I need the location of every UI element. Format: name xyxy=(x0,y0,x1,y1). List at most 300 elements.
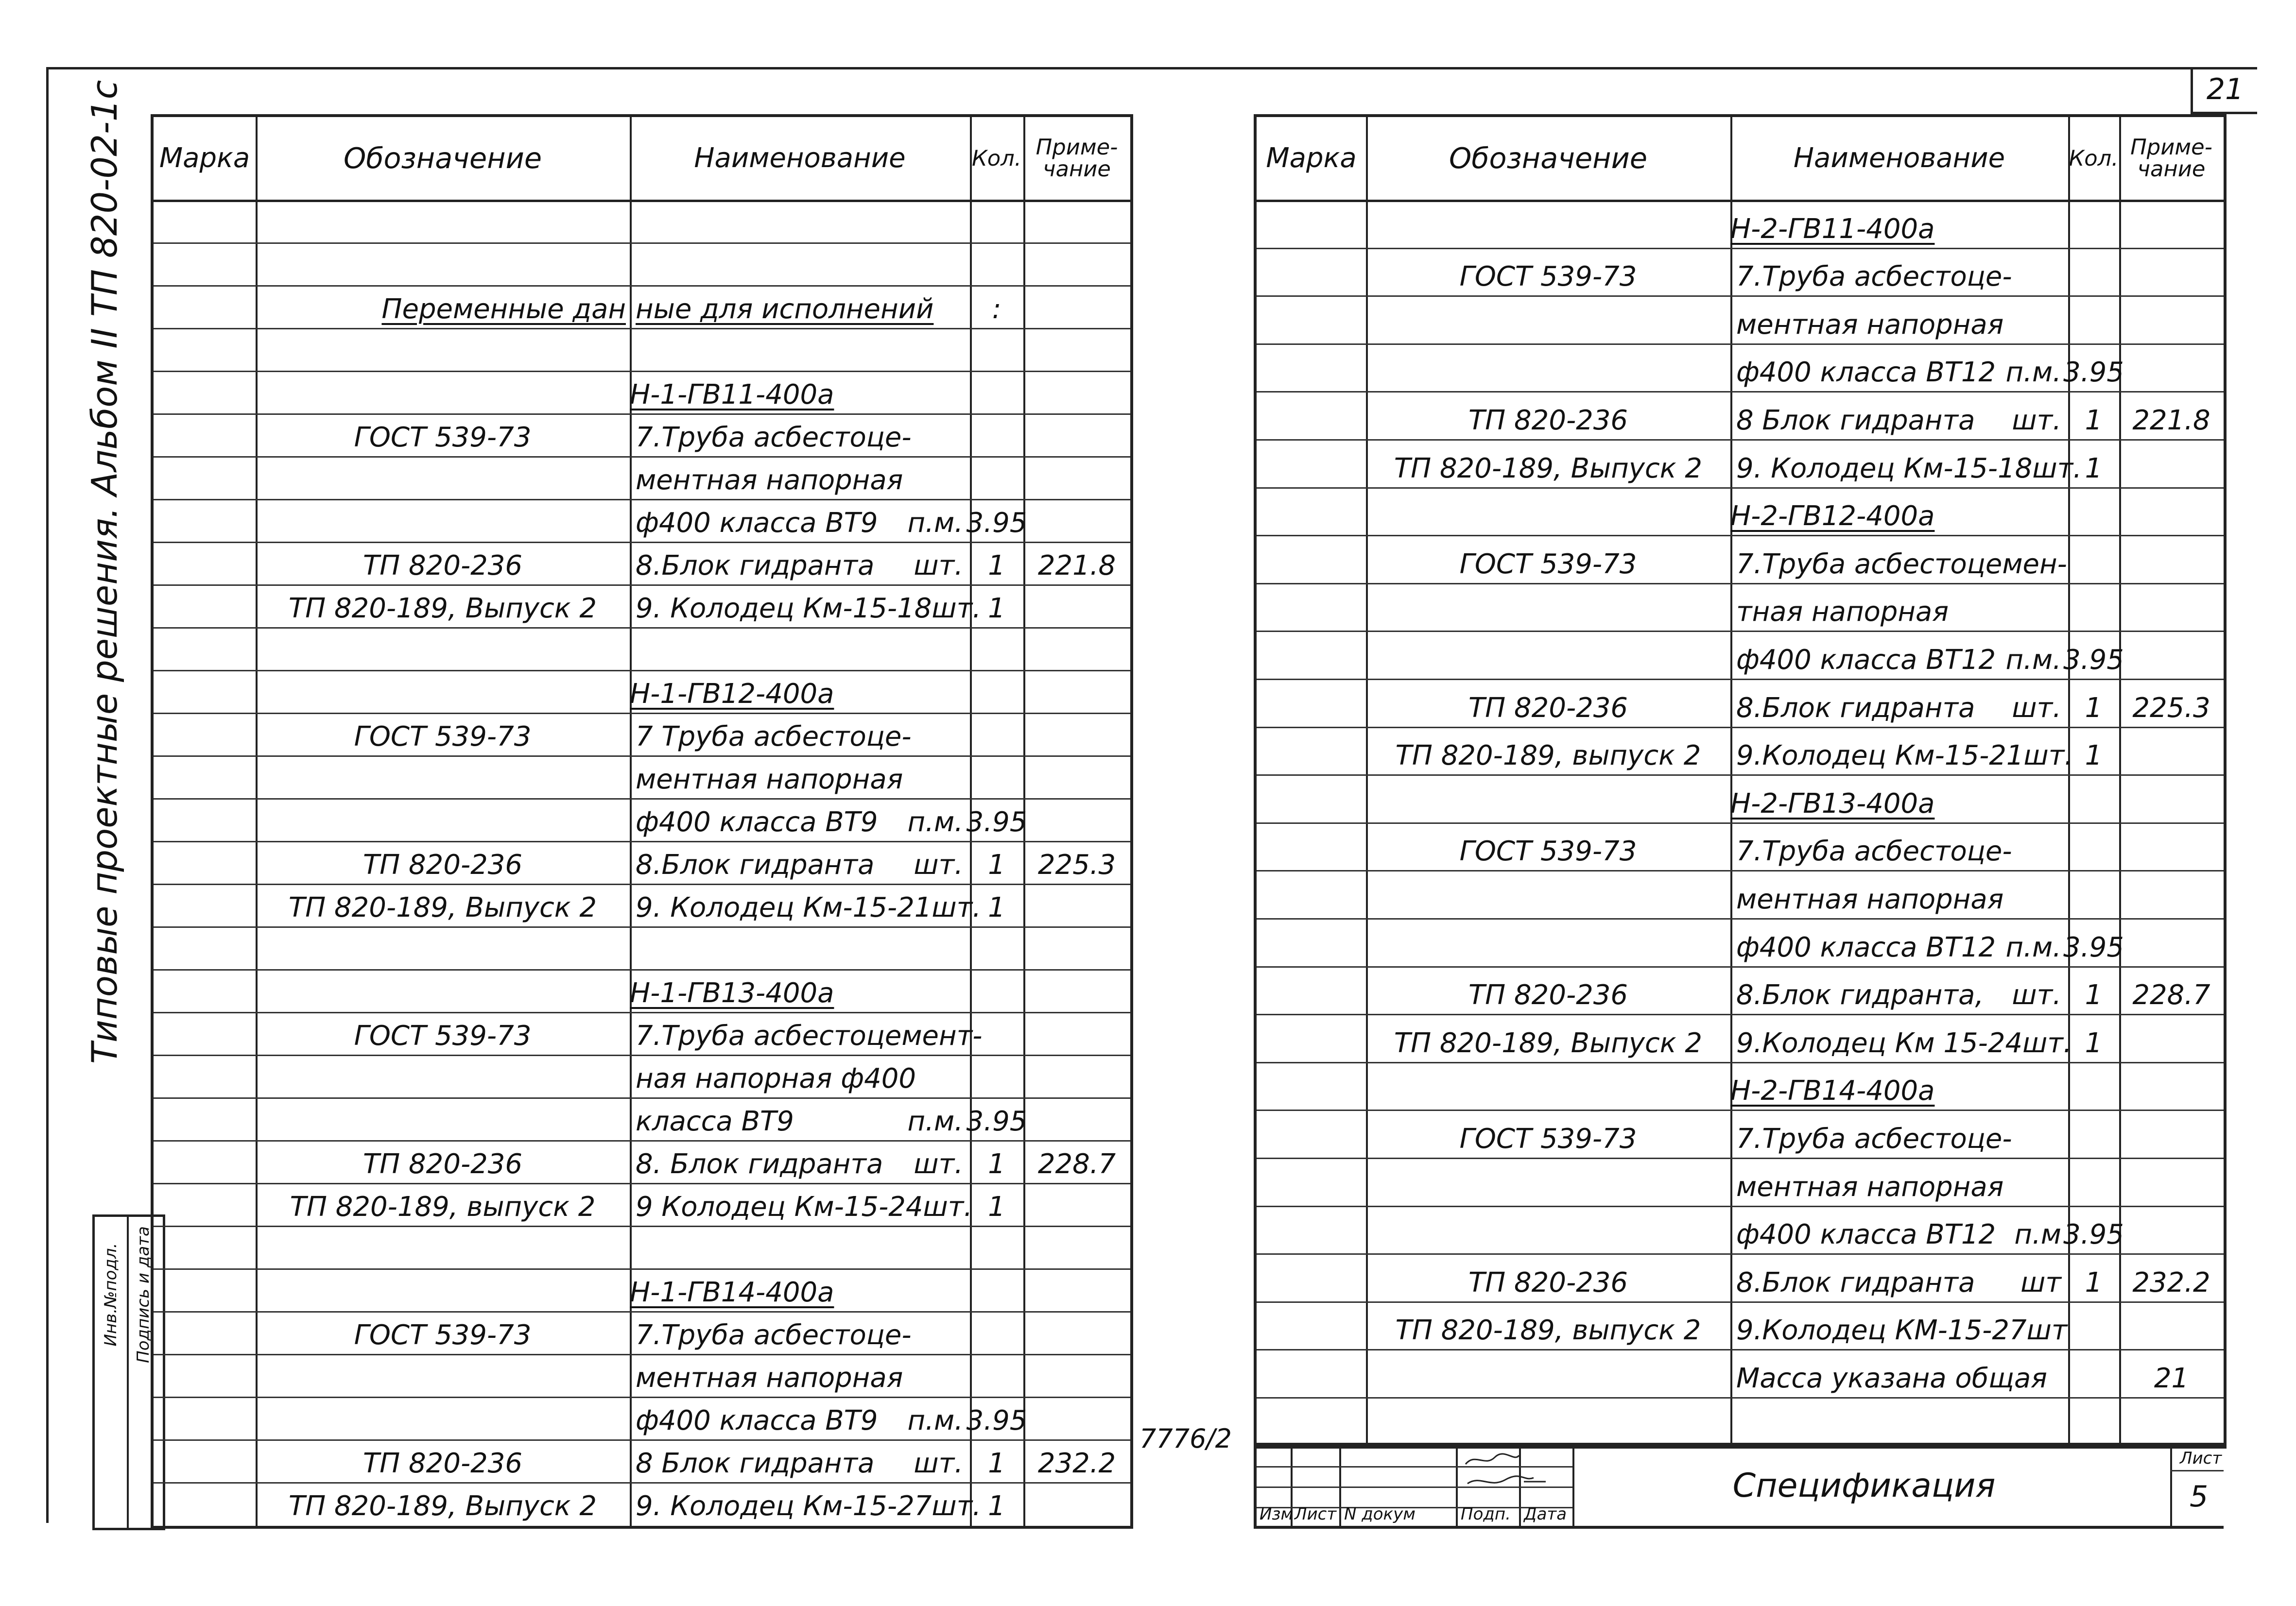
left-table-row xyxy=(154,1354,1130,1397)
right-table-row xyxy=(1257,535,2224,583)
left-note-cell xyxy=(1023,969,1130,1012)
right-qty-cell: 1 xyxy=(2085,404,2103,436)
left-name-cell xyxy=(630,1055,970,1097)
left-name-cell xyxy=(630,1012,983,1055)
left-name-cell xyxy=(630,1226,970,1268)
right-name-cell xyxy=(1730,248,2068,296)
left-note-cell: 221.8 xyxy=(1037,550,1116,581)
right-unit-text: шт. xyxy=(2032,452,2082,484)
left-note-cell xyxy=(1023,242,1130,285)
right-table-row xyxy=(1257,918,2224,966)
left-unit-text: п.м. xyxy=(907,1405,963,1436)
right-designation-cell xyxy=(1366,200,1730,248)
left-name-text: ф400 класса ВТ9 xyxy=(636,1405,878,1436)
right-table-row xyxy=(1257,966,2224,1014)
right-name-cell xyxy=(1730,583,2068,631)
right-note-cell xyxy=(2119,1110,2224,1158)
right-name-text: ф400 класса ВТ12 xyxy=(1736,931,1996,963)
left-name-cell xyxy=(630,1183,973,1226)
right-table-row xyxy=(1257,248,2224,296)
right-name-text: ф400 класса ВТ12 xyxy=(1736,357,1996,389)
left-name-text: 9. Колодец Км-15-27 xyxy=(636,1490,932,1522)
right-header-designation: Обозначение xyxy=(1449,141,1647,175)
left-note-cell xyxy=(1023,1311,1130,1354)
left-header-name: Наименование xyxy=(694,142,906,174)
right-note-cell xyxy=(2119,1301,2224,1350)
right-name-cell xyxy=(1730,487,2068,535)
left-name-cell xyxy=(630,627,970,670)
stamp-label-inventory: Инв.№подл. xyxy=(101,1243,121,1347)
left-name-text: ф400 класса ВТ9 xyxy=(636,507,878,539)
right-note-cell: 21 xyxy=(2154,1362,2189,1394)
right-name-text: 8.Блок гидранта xyxy=(1736,1266,1975,1298)
tb-label-sheet: Лист xyxy=(1295,1504,1337,1524)
right-table-row xyxy=(1257,200,2224,248)
right-note-cell xyxy=(2119,535,2224,583)
page-number: 21 xyxy=(2191,67,2257,114)
left-unit-text: шт. xyxy=(914,1148,963,1180)
left-table-row xyxy=(154,413,1130,456)
left-name-cell xyxy=(630,542,970,584)
right-name-text: Н-2-ГВ13-400а xyxy=(1730,787,1935,820)
left-note-cell xyxy=(1023,1397,1130,1439)
left-unit-text: шт. xyxy=(914,849,963,881)
right-note-cell xyxy=(2119,631,2224,679)
left-name-text: 7.Труба асбестоце- xyxy=(636,1319,912,1351)
left-unit-text: шт. xyxy=(932,1490,981,1522)
left-qty-cell: 3.95 xyxy=(966,507,1027,539)
right-name-text: Масса указана общая xyxy=(1736,1362,2047,1394)
right-unit-text: шт. xyxy=(2012,979,2061,1011)
left-designation-cell xyxy=(256,328,630,371)
left-designation-cell xyxy=(256,200,630,242)
left-qty-cell: 1 xyxy=(988,1191,1005,1223)
left-name-text: 7 Труба асбестоце- xyxy=(636,721,912,752)
left-table-row xyxy=(154,841,1130,884)
left-note-cell xyxy=(1023,670,1130,713)
spec-table-right xyxy=(1254,114,2227,1449)
right-name-text: Н-2-ГВ11-400а xyxy=(1730,213,1935,245)
left-qty-cell xyxy=(970,1055,1023,1097)
right-unit-text: шт. xyxy=(2022,1027,2072,1059)
left-designation-cell xyxy=(256,1097,630,1140)
left-name-text: 8.Блок гидранта xyxy=(636,550,875,581)
right-designation-cell xyxy=(1366,487,1730,535)
right-name-cell xyxy=(1730,343,2068,392)
right-name-cell xyxy=(1730,1158,2068,1206)
right-qty-cell xyxy=(2068,295,2119,343)
right-note-cell xyxy=(2119,1397,2224,1445)
right-designation-cell xyxy=(1366,1062,1730,1110)
left-name-text: ная напорная ф400 xyxy=(636,1063,916,1094)
left-table-row xyxy=(154,713,1130,755)
right-unit-text: п.м. xyxy=(2005,644,2061,676)
left-unit-text: шт. xyxy=(932,593,981,624)
right-qty-cell: 3.95 xyxy=(2063,644,2124,676)
left-note-cell xyxy=(1023,1055,1130,1097)
left-name-text: класса ВТ9 xyxy=(636,1106,794,1137)
right-header-name: Наименование xyxy=(1793,142,2005,174)
right-qty-cell xyxy=(2068,1062,2119,1110)
left-name-cell xyxy=(630,413,970,456)
right-designation-cell xyxy=(1366,583,1730,631)
left-note-cell xyxy=(1023,798,1130,841)
left-qty-cell xyxy=(970,627,1023,670)
right-qty-cell: 3.95 xyxy=(2063,357,2124,389)
left-name-text: Н-1-ГВ13-400а xyxy=(630,977,834,1009)
left-designation-cell: ГОСТ 539-73 xyxy=(354,1020,532,1052)
right-qty-cell: 1 xyxy=(2085,452,2103,484)
left-designation-cell xyxy=(256,1055,630,1097)
left-table-row xyxy=(154,926,1130,969)
left-name-text: ные для исполнений xyxy=(636,293,934,325)
left-name-text: Н-1-ГВ14-400а xyxy=(630,1277,834,1308)
right-name-cell xyxy=(1730,1014,2072,1062)
right-name-cell xyxy=(1730,1397,2068,1445)
left-note-cell xyxy=(1023,200,1130,242)
right-qty-cell xyxy=(2068,583,2119,631)
right-note-cell xyxy=(2119,870,2224,918)
right-unit-text: шт xyxy=(2020,1266,2061,1298)
right-name-text: 7.Труба асбестоце- xyxy=(1736,261,2012,293)
left-qty-cell: 1 xyxy=(988,1148,1005,1180)
left-name-cell xyxy=(630,584,981,627)
left-note-cell xyxy=(1023,1012,1130,1055)
left-designation-cell xyxy=(256,755,630,798)
left-table-row xyxy=(154,969,1130,1012)
left-name-cell xyxy=(630,328,970,371)
left-designation-cell xyxy=(256,499,630,542)
right-name-cell xyxy=(1730,200,2068,248)
right-table-row xyxy=(1257,1397,2224,1445)
left-qty-cell: 1 xyxy=(988,593,1005,624)
right-table-row xyxy=(1257,295,2224,343)
left-designation-cell: ТП 820-236 xyxy=(363,1448,523,1479)
left-name-cell xyxy=(630,1354,970,1397)
right-header-note: Приме- чание xyxy=(2130,134,2212,182)
right-name-text: 7.Труба асбестоце- xyxy=(1736,1123,2012,1155)
right-name-cell xyxy=(1730,535,2068,583)
tb-sheet-number: 5 xyxy=(2190,1480,2209,1514)
right-table-row xyxy=(1257,439,2224,487)
right-note-cell xyxy=(2119,1014,2224,1062)
left-qty-cell: 3.95 xyxy=(966,806,1027,838)
left-table-row xyxy=(154,798,1130,841)
right-note-cell xyxy=(2119,774,2224,822)
left-qty-cell xyxy=(970,1226,1023,1268)
left-name-text: 9. Колодец Км-15-18 xyxy=(636,593,932,624)
left-table-row xyxy=(154,1439,1130,1482)
left-unit-text: п.м. xyxy=(907,507,963,539)
left-name-cell xyxy=(630,1482,981,1525)
left-name-text: 8 Блок гидранта xyxy=(636,1448,875,1479)
title-block xyxy=(1254,1443,2224,1529)
right-qty-cell: 3.95 xyxy=(2063,1219,2124,1251)
left-name-cell xyxy=(630,456,970,499)
left-qty-cell: 1 xyxy=(988,1490,1005,1522)
left-name-cell xyxy=(630,798,970,841)
right-table-row xyxy=(1257,1014,2224,1062)
right-name-cell xyxy=(1730,391,2068,439)
right-table-row xyxy=(1257,391,2224,439)
left-note-cell: 232.2 xyxy=(1037,1448,1116,1479)
left-qty-cell xyxy=(970,456,1023,499)
left-name-text: 9 Колодец Км-15-24 xyxy=(636,1191,923,1223)
right-qty-cell: 1 xyxy=(2085,1027,2103,1059)
right-qty-cell xyxy=(2068,1301,2119,1350)
right-name-cell xyxy=(1730,774,2068,822)
right-note-cell xyxy=(2119,343,2224,392)
left-note-cell xyxy=(1023,1097,1130,1140)
right-name-cell xyxy=(1730,1301,2068,1350)
left-note-cell xyxy=(1023,1183,1130,1226)
left-note-cell xyxy=(1023,1354,1130,1397)
left-table-row xyxy=(154,1183,1130,1226)
tb-label-change: Изм xyxy=(1260,1504,1294,1524)
left-designation-cell xyxy=(256,371,630,413)
left-qty-cell xyxy=(970,926,1023,969)
right-name-text: 8.Блок гидранта xyxy=(1736,692,1975,724)
left-designation-cell: ТП 820-236 xyxy=(363,550,523,581)
left-note-cell xyxy=(1023,926,1130,969)
right-name-text: 9.Колодец КМ-15-27 xyxy=(1736,1315,2027,1347)
tb-label-signature: Подп. xyxy=(1461,1504,1511,1524)
right-qty-cell: 1 xyxy=(2085,740,2103,772)
left-table-row xyxy=(154,884,1130,926)
right-unit-text: п.м. xyxy=(2005,931,2061,963)
right-note-cell xyxy=(2119,200,2224,248)
tb-label-date: Дата xyxy=(1524,1504,1567,1524)
left-name-text: 7.Труба асбестоцемент- xyxy=(636,1020,983,1052)
left-designation-cell: ТП 820-189, Выпуск 2 xyxy=(288,892,597,923)
left-note-cell xyxy=(1023,499,1130,542)
right-note-cell xyxy=(2119,1062,2224,1110)
left-designation-cell: ГОСТ 539-73 xyxy=(354,422,532,453)
left-qty-cell xyxy=(970,242,1023,285)
left-designation-cell xyxy=(256,926,630,969)
right-qty-cell xyxy=(2068,870,2119,918)
left-unit-text: п.м. xyxy=(907,1106,963,1137)
left-table-row xyxy=(154,1226,1130,1268)
right-designation-cell xyxy=(1366,1158,1730,1206)
right-designation-cell xyxy=(1366,774,1730,822)
album-caption: Типовые проектные решения. Альбом II ТП 820-02-1с xyxy=(84,80,125,1064)
left-name-text: 8.Блок гидранта xyxy=(636,849,875,881)
right-note-cell: 221.8 xyxy=(2132,404,2210,436)
left-table-row xyxy=(154,627,1130,670)
right-designation-cell: ГОСТ 539-73 xyxy=(1459,261,1637,293)
left-qty-cell: 1 xyxy=(988,1448,1005,1479)
right-note-cell xyxy=(2119,295,2224,343)
left-name-text: ф400 класса ВТ9 xyxy=(636,806,878,838)
right-table-row xyxy=(1257,1349,2224,1397)
right-name-cell xyxy=(1730,1062,2068,1110)
left-name-cell xyxy=(630,242,970,285)
signature-scribble xyxy=(1461,1448,1553,1501)
right-qty-cell: 1 xyxy=(2085,1266,2103,1298)
right-note-cell xyxy=(2119,822,2224,871)
left-designation-cell xyxy=(256,242,630,285)
left-header-qty: Кол. xyxy=(971,145,1022,171)
left-designation-cell xyxy=(256,1354,630,1397)
right-unit-text: шт xyxy=(2026,1315,2068,1347)
right-designation-cell: ГОСТ 539-73 xyxy=(1459,836,1637,868)
right-note-cell: 228.7 xyxy=(2132,979,2210,1011)
right-name-text: ф400 класса ВТ12 xyxy=(1736,644,1996,676)
right-name-text: 8 Блок гидранта xyxy=(1736,404,1975,436)
right-name-cell xyxy=(1730,295,2068,343)
left-qty-cell xyxy=(970,1354,1023,1397)
right-note-cell xyxy=(2119,1206,2224,1254)
right-table-row xyxy=(1257,1301,2224,1350)
right-designation-cell: ТП 820-236 xyxy=(1468,692,1628,724)
left-name-cell xyxy=(630,841,970,884)
left-qty-cell xyxy=(970,755,1023,798)
right-unit-text: шт. xyxy=(2012,404,2061,436)
right-table-row xyxy=(1257,1206,2224,1254)
right-unit-text: шт. xyxy=(2023,740,2073,772)
right-table-row xyxy=(1257,1062,2224,1110)
left-name-text: 7.Труба асбестоце- xyxy=(636,422,912,453)
right-unit-text: п.м xyxy=(2014,1219,2061,1251)
tb-sheet-label: Лист xyxy=(2180,1449,2222,1468)
left-name-text: ментная напорная xyxy=(636,764,903,795)
right-note-cell xyxy=(2119,727,2224,775)
left-table-row xyxy=(154,542,1130,584)
left-designation-cell xyxy=(256,456,630,499)
left-note-cell xyxy=(1023,456,1130,499)
left-designation-cell: Переменные дан xyxy=(381,293,626,325)
right-designation-cell xyxy=(1366,295,1730,343)
left-table-row xyxy=(154,1397,1130,1439)
left-name-cell xyxy=(630,285,970,328)
left-note-cell xyxy=(1023,713,1130,755)
left-qty-cell: 3.95 xyxy=(966,1106,1027,1137)
left-note-cell: 228.7 xyxy=(1037,1148,1116,1180)
right-designation-cell xyxy=(1366,1206,1730,1254)
right-name-cell xyxy=(1730,679,2068,727)
left-designation-cell: ГОСТ 539-73 xyxy=(354,721,532,752)
right-qty-cell xyxy=(2068,774,2119,822)
left-qty-cell: 1 xyxy=(988,849,1005,881)
left-name-text: 9. Колодец Км-15-21 xyxy=(636,892,932,923)
left-note-cell xyxy=(1023,1226,1130,1268)
left-name-cell xyxy=(630,1311,970,1354)
left-table-row xyxy=(154,1482,1130,1525)
left-note-cell xyxy=(1023,584,1130,627)
left-name-text: Н-1-ГВ12-400а xyxy=(630,678,834,710)
left-designation-cell xyxy=(256,969,630,1012)
left-name-cell xyxy=(630,1439,970,1482)
left-note-cell xyxy=(1023,285,1130,328)
right-table-row xyxy=(1257,822,2224,871)
right-designation-cell: ТП 820-189, выпуск 2 xyxy=(1395,740,1701,772)
right-qty-cell xyxy=(2068,1397,2119,1445)
right-table-row xyxy=(1257,679,2224,727)
right-table-row xyxy=(1257,727,2224,775)
left-note-cell xyxy=(1023,328,1130,371)
left-qty-cell xyxy=(970,200,1023,242)
right-designation-cell: ТП 820-236 xyxy=(1468,1266,1628,1298)
left-designation-cell: ТП 820-189, выпуск 2 xyxy=(290,1191,596,1223)
left-name-cell xyxy=(630,969,970,1012)
right-name-cell xyxy=(1730,1206,2068,1254)
right-qty-cell xyxy=(2068,248,2119,296)
left-designation-cell xyxy=(256,1226,630,1268)
left-note-cell xyxy=(1023,371,1130,413)
left-table-row xyxy=(154,285,1130,328)
spec-table-left xyxy=(151,114,1133,1529)
right-qty-cell xyxy=(2068,487,2119,535)
left-table-row xyxy=(154,1268,1130,1311)
right-note-cell xyxy=(2119,583,2224,631)
left-name-cell xyxy=(630,755,970,798)
right-table-row xyxy=(1257,487,2224,535)
right-name-text: Н-2-ГВ14-400а xyxy=(1730,1075,1935,1107)
left-qty-cell xyxy=(970,328,1023,371)
left-designation-cell xyxy=(256,1397,630,1439)
tb-sheet-box xyxy=(2170,1446,2224,1526)
right-name-cell xyxy=(1730,1349,2068,1397)
left-table-row xyxy=(154,1140,1130,1183)
right-name-cell xyxy=(1730,439,2082,487)
right-name-cell xyxy=(1730,822,2068,871)
right-header-qty: Кол. xyxy=(2069,145,2119,171)
left-qty-cell: 1 xyxy=(988,550,1005,581)
left-table-row xyxy=(154,200,1130,242)
right-name-cell xyxy=(1730,870,2068,918)
right-designation-cell: ТП 820-189, Выпуск 2 xyxy=(1394,1027,1703,1059)
right-designation-cell: ГОСТ 539-73 xyxy=(1459,548,1637,580)
right-designation-cell xyxy=(1366,870,1730,918)
left-table-row xyxy=(154,328,1130,371)
left-qty-cell xyxy=(970,1012,1023,1055)
right-designation-cell: ТП 820-189, выпуск 2 xyxy=(1395,1315,1701,1347)
right-designation-cell xyxy=(1366,918,1730,966)
right-designation-cell: ТП 820-236 xyxy=(1468,979,1628,1011)
right-name-cell xyxy=(1730,727,2073,775)
right-name-text: Н-2-ГВ12-400а xyxy=(1730,500,1935,532)
left-name-cell xyxy=(630,1097,970,1140)
right-designation-cell xyxy=(1366,631,1730,679)
right-name-text: 7.Труба асбестоцемен- xyxy=(1736,548,2067,580)
right-name-text: 9.Колодец Км 15-24 xyxy=(1736,1027,2023,1059)
tb-label-docnum: N докум xyxy=(1344,1504,1416,1524)
left-name-cell xyxy=(630,670,970,713)
document-title: Спецификация xyxy=(1732,1467,1996,1505)
right-name-text: 8.Блок гидранта, xyxy=(1736,979,1984,1011)
left-table-row xyxy=(154,755,1130,798)
right-header-mark: Марка xyxy=(1266,142,1357,174)
right-name-text: ф400 класса ВТ12 xyxy=(1736,1219,1996,1251)
right-table-row xyxy=(1257,583,2224,631)
left-qty-cell xyxy=(970,670,1023,713)
right-name-cell xyxy=(1730,1110,2068,1158)
right-designation-cell: ТП 820-189, Выпуск 2 xyxy=(1394,452,1703,484)
left-note-cell xyxy=(1023,1482,1130,1525)
left-note-cell xyxy=(1023,627,1130,670)
right-unit-text: шт. xyxy=(2012,692,2061,724)
right-qty-cell xyxy=(2068,535,2119,583)
left-designation-cell xyxy=(256,798,630,841)
right-designation-cell: ТП 820-236 xyxy=(1468,404,1628,436)
left-designation-cell: ГОСТ 539-73 xyxy=(354,1319,532,1351)
left-designation-cell: ТП 820-236 xyxy=(363,849,523,881)
left-header-mark: Марка xyxy=(159,142,250,174)
left-note-cell xyxy=(1023,1268,1130,1311)
right-qty-cell: 1 xyxy=(2085,979,2103,1011)
left-table-row xyxy=(154,1012,1130,1055)
